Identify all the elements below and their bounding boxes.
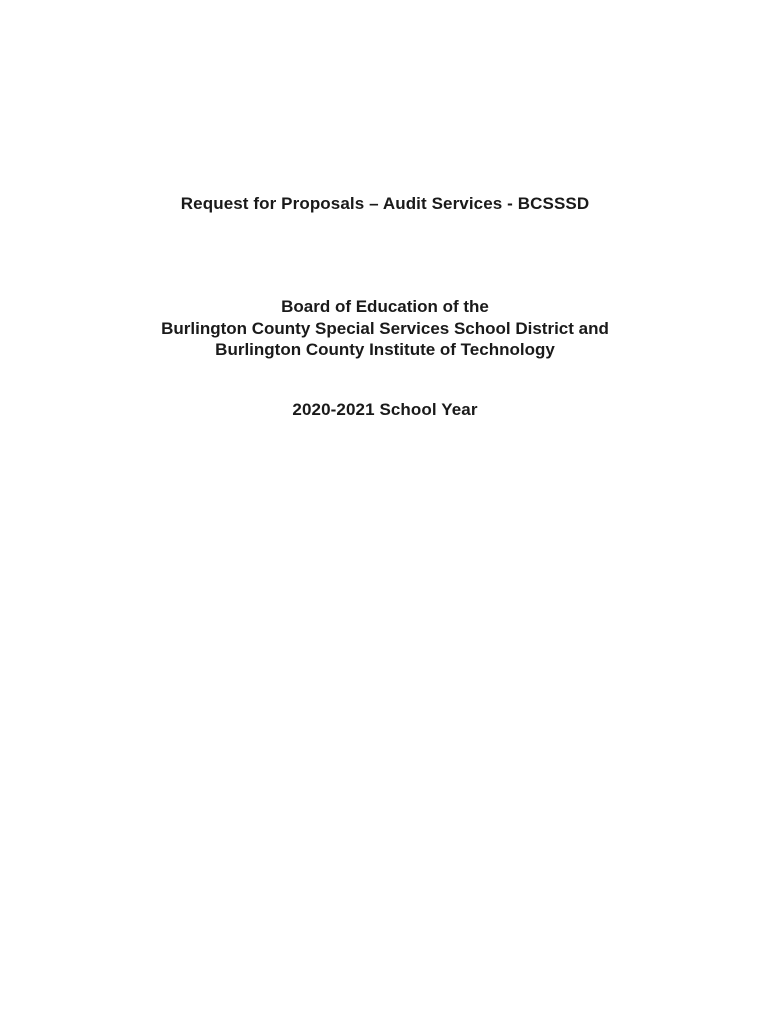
board-line-3: Burlington County Institute of Technology xyxy=(215,340,555,359)
document-title: Request for Proposals – Audit Services - BCSSSD xyxy=(180,194,590,213)
board-heading xyxy=(0,296,770,361)
board-line-2: Burlington County Special Services School District and xyxy=(161,318,609,338)
school-year: 2020-2021 School Year xyxy=(292,400,478,419)
board-line-1: Board of Education of the xyxy=(281,297,489,316)
